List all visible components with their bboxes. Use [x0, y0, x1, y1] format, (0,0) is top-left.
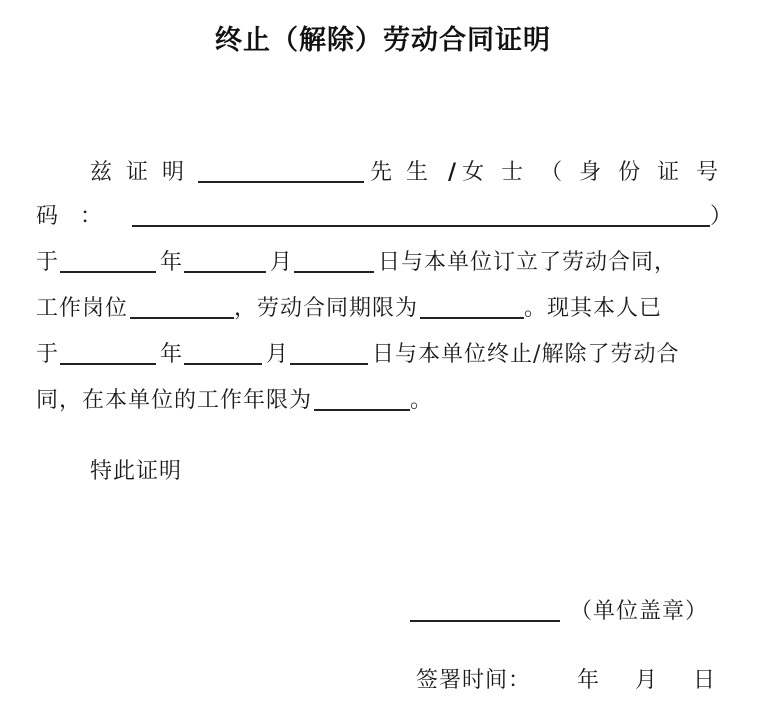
id-label: 码：: [36, 204, 125, 229]
term-month-text: 月: [266, 342, 289, 367]
seal-text: （单位盖章）: [570, 599, 709, 624]
id-number-blank[interactable]: [132, 197, 710, 227]
sign-time-month: 月: [635, 668, 658, 693]
term-yu-text: 于: [36, 342, 59, 367]
term-month-blank[interactable]: [184, 335, 262, 365]
terminate-date-line: [36, 335, 726, 375]
years-blank[interactable]: [314, 381, 410, 411]
ms-id-text: 女士（身份证号: [462, 160, 736, 185]
sign-year-blank[interactable]: [60, 243, 156, 273]
sign-month-blank[interactable]: [184, 243, 266, 273]
certify-text: 兹证明: [90, 160, 199, 185]
term-label: ，劳动合同期限为: [234, 296, 419, 321]
sign-contract-text: 日与本单位订立了劳动合同，: [378, 250, 678, 275]
id-close-paren: ）: [710, 204, 733, 229]
term-year-blank[interactable]: [60, 335, 156, 365]
years-period: 。: [410, 388, 433, 413]
now-text: 。现其本人已: [524, 296, 663, 321]
name-blank[interactable]: [198, 153, 364, 183]
term-day-blank[interactable]: [290, 335, 368, 365]
seal-blank[interactable]: [410, 592, 560, 622]
mr-text: 先生: [370, 160, 443, 185]
years-line: [36, 381, 726, 421]
closing-line: [90, 452, 766, 492]
sign-time-line: [416, 661, 746, 701]
sign-year-text: 年: [160, 250, 183, 275]
seal-line: [410, 592, 740, 632]
sign-date-line: [36, 243, 726, 283]
certify-line: [90, 152, 736, 192]
slash-text: /: [448, 159, 457, 185]
sign-day-blank[interactable]: [294, 243, 374, 273]
document-title: 终止（解除）劳动合同证明: [215, 25, 551, 56]
term-blank[interactable]: [420, 289, 524, 319]
sign-yu-text: 于: [36, 250, 59, 275]
years-label: 同，在本单位的工作年限为: [36, 388, 313, 413]
position-label: 工作岗位: [36, 296, 129, 321]
term-year-text: 年: [160, 342, 183, 367]
id-number-line: [36, 197, 733, 237]
sign-time-year: 年: [577, 668, 600, 693]
terminate-text: 日与本单位终止/解除了劳动合: [372, 342, 680, 367]
position-blank[interactable]: [130, 289, 234, 319]
position-line: [36, 289, 726, 329]
sign-time-day: 日: [693, 668, 716, 693]
sign-month-text: 月: [270, 250, 293, 275]
closing-text: 特此证明: [90, 459, 183, 484]
sign-time-label: 签署时间：: [416, 668, 532, 693]
